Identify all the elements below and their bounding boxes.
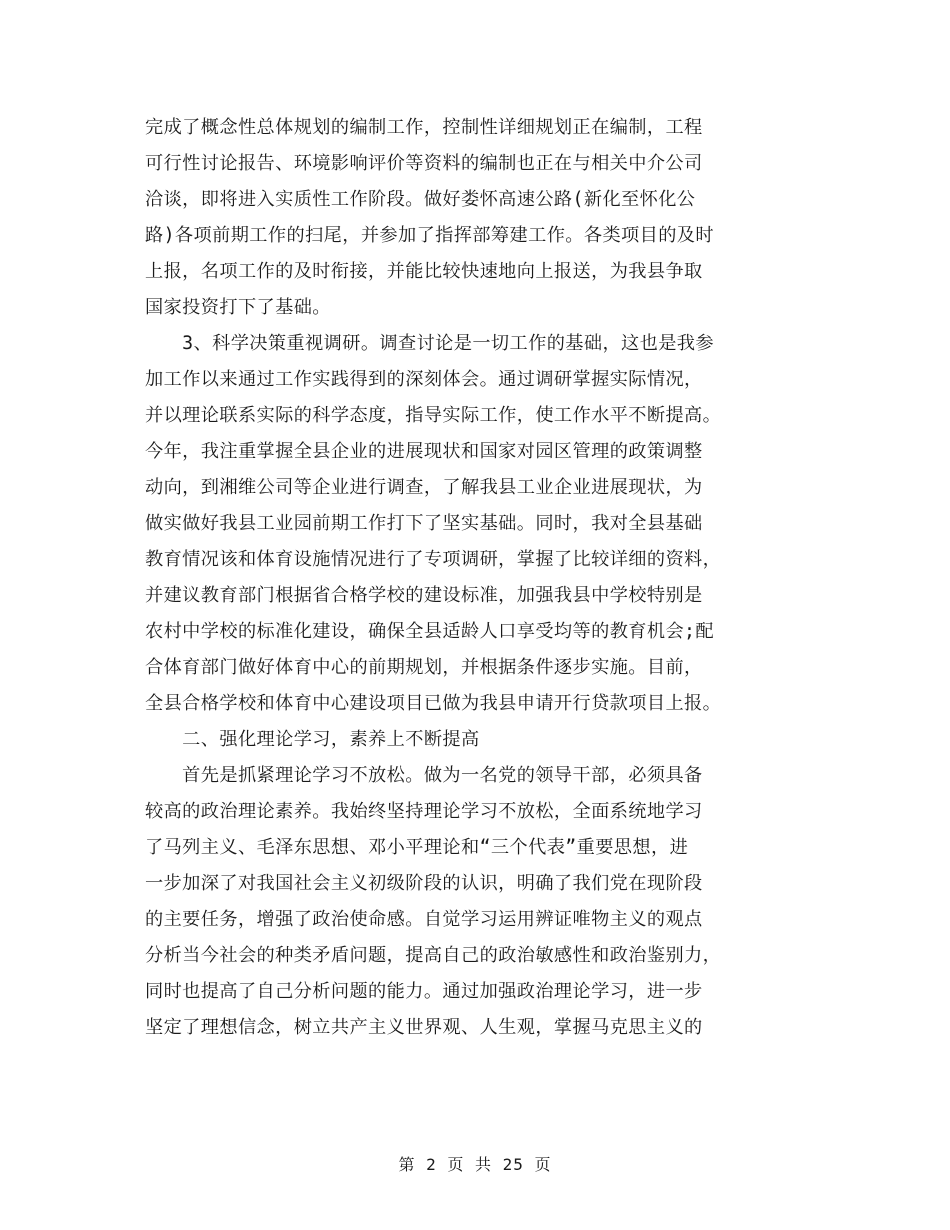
text-line-7: 3、科学决策重视调研。调查讨论是一切工作的基础，这也是我参 bbox=[145, 333, 714, 354]
text-line-1: 完成了概念性总体规划的编制工作，控制性详细规划正在编制，工程 bbox=[145, 117, 703, 138]
text-line-22: 一步加深了对我国社会主义初级阶段的认识，明确了我们党在现阶段 bbox=[145, 873, 703, 894]
text-line-14: 并建议教育部门根据省合格学校的建设标准，加强我县中学校特别是 bbox=[145, 585, 703, 606]
text-line-24: 分析当今社会的种类矛盾问题，提高自己的政治敏感性和政治鉴别力， bbox=[145, 945, 722, 966]
text-line-15: 农村中学校的标准化建设，确保全县适龄人口享受均等的教育机会;配 bbox=[145, 621, 714, 642]
text-line-20: 较高的政治理论素养。我始终坚持理论学习不放松，全面系统地学习 bbox=[145, 801, 703, 822]
text-line-13: 教育情况该和体育设施情况进行了专项调研，掌握了比较详细的资料， bbox=[145, 549, 722, 570]
text-line-23: 的主要任务，增强了政治使命感。自觉学习运用辨证唯物主义的观点 bbox=[145, 909, 703, 930]
text-line-3: 洽谈，即将进入实质性工作阶段。做好娄怀高速公路(新化至怀化公 bbox=[145, 189, 696, 210]
text-line-11: 动向，到湘维公司等企业进行调查，了解我县工业企业进展现状，为 bbox=[145, 477, 703, 498]
text-line-2: 可行性讨论报告、环境影响评价等资料的编制也正在与相关中介公司 bbox=[145, 153, 703, 174]
text-line-6: 国家投资打下了基础。 bbox=[145, 297, 331, 318]
text-line-8: 加工作以来通过工作实践得到的深刻体会。通过调研掌握实际情况， bbox=[145, 369, 703, 390]
text-line-26: 坚定了理想信念，树立共产主义世界观、人生观，掌握马克思主义的 bbox=[145, 1017, 703, 1038]
text-line-10: 今年，我注重掌握全县企业的进展现状和国家对园区管理的政策调整 bbox=[145, 441, 703, 462]
text-line-12: 做实做好我县工业园前期工作打下了坚实基础。同时，我对全县基础 bbox=[145, 513, 703, 534]
text-line-5: 上报，名项工作的及时衔接，并能比较快速地向上报送，为我县争取 bbox=[145, 261, 703, 282]
text-line-16: 合体育部门做好体育中心的前期规划，并根据条件逐步实施。目前， bbox=[145, 657, 703, 678]
text-line-25: 同时也提高了自己分析问题的能力。通过加强政治理论学习，进一步 bbox=[145, 981, 703, 1002]
page-number-footer: 第 2 页 共 25 页 bbox=[398, 1155, 552, 1174]
text-line-19: 首先是抓紧理论学习不放松。做为一名党的领导干部，必须具备 bbox=[145, 765, 703, 786]
text-line-17: 全县合格学校和体育中心建设项目已做为我县申请开行贷款项目上报。 bbox=[145, 693, 722, 714]
text-line-21: 了马列主义、毛泽东思想、邓小平理论和“三个代表”重要思想，进 bbox=[145, 837, 689, 858]
body-text bbox=[145, 110, 805, 1046]
text-line-9: 并以理论联系实际的科学态度，指导实际工作，使工作水平不断提高。 bbox=[145, 405, 722, 426]
text-line-4: 路)各项前期工作的扫尾，并参加了指挥部筹建工作。各类项目的及时 bbox=[145, 225, 714, 246]
section-heading: 二、强化理论学习，素养上不断提高 bbox=[145, 729, 480, 750]
